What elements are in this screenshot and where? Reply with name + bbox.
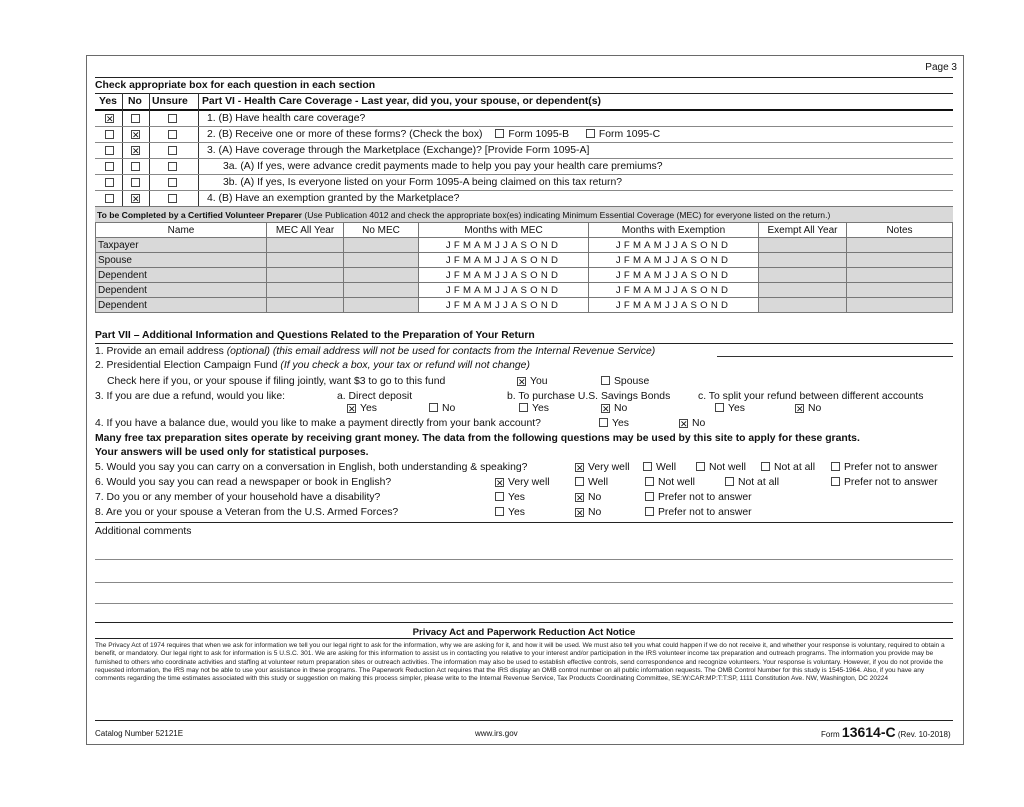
campaign-spouse-option (601, 376, 649, 388)
mec-all-year-cell[interactable] (267, 298, 344, 313)
exempt-all-year-cell[interactable] (759, 268, 847, 283)
bonds-yes-checkbox[interactable] (519, 403, 528, 412)
q8-prefer-not-label: Prefer not to answer (658, 507, 752, 518)
q5-prefer-not-checkbox[interactable] (831, 462, 840, 471)
comment-line[interactable] (95, 559, 953, 560)
col-yes-label: Yes (99, 96, 117, 107)
q3a-unsure-checkbox[interactable] (168, 162, 177, 171)
bonds-yes-option (519, 403, 549, 415)
q6-not-well-label: Not well (658, 477, 695, 488)
q5-not-at-all-checkbox[interactable] (761, 462, 770, 471)
mec-row (96, 268, 953, 283)
split-no-option (795, 403, 821, 415)
no-mec-cell[interactable] (344, 238, 419, 253)
mec-header-row (96, 223, 953, 238)
part6-q3: 3. (A) Have coverage through the Marketplace (Exchange)? [Provide Form 1095-A] (207, 145, 590, 156)
col-no-label: No (128, 96, 142, 107)
part6-q2-text: 2. (B) Receive one or more of these forms? (Check the box) (207, 129, 483, 140)
months-exemption-cell[interactable]: JFMAMJJASOND (589, 298, 759, 313)
q5-very-well-label: Very well (588, 462, 630, 473)
campaign-spouse-checkbox[interactable] (601, 376, 610, 385)
exempt-all-year-cell[interactable] (759, 253, 847, 268)
q8-no-label: No (588, 507, 602, 518)
q5-not-well-checkbox[interactable] (696, 462, 705, 471)
q6-prefer-not-label: Prefer not to answer (844, 477, 938, 488)
bonds-yes-label: Yes (532, 403, 549, 414)
part6-q1: 1. (B) Have health care coverage? (207, 113, 366, 124)
q5-not-well-option (696, 462, 746, 474)
part7-q6: 6. Would you say you can read a newspaper or book in English? (95, 477, 392, 488)
balance-yes-label: Yes (612, 418, 629, 429)
q8-no-checkbox[interactable] (575, 508, 584, 517)
mec-banner-text: (Use Publication 4012 and check the appropriate box(es) indicating Minimum Essential Coverage (MEC) for everyone listed on the return.) (304, 210, 831, 220)
part7-q3: 3. If you are due a refund, would you like: (95, 391, 286, 402)
q4-yes-checkbox[interactable] (105, 194, 114, 203)
campaign-spouse-label: Spouse (614, 376, 650, 387)
q5-not-well-label: Not well (709, 462, 746, 473)
split-yes-option (715, 403, 745, 415)
deposit-no-label: No (442, 403, 456, 414)
q2-no-checkbox[interactable] (131, 130, 140, 139)
q3a-no-checkbox[interactable] (131, 162, 140, 171)
q5-very-well-checkbox[interactable] (575, 463, 584, 472)
campaign-you-option (517, 376, 548, 388)
bonds-no-option (601, 403, 627, 415)
campaign-you-label: You (530, 376, 548, 387)
email-input-line[interactable] (717, 356, 953, 357)
q8-yes-checkbox[interactable] (495, 507, 504, 516)
exempt-all-year-cell[interactable] (759, 298, 847, 313)
instruction-heading: Check appropriate box for each question in each section (95, 80, 376, 91)
months-mec-cell[interactable]: JFMAMJJASOND (419, 268, 589, 283)
q6-not-at-all-option (725, 477, 779, 489)
q7-prefer-not-option (645, 492, 752, 504)
page-number: Page 3 (925, 62, 957, 73)
q3b-yes-checkbox[interactable] (105, 178, 114, 187)
mec-all-year-cell[interactable] (267, 238, 344, 253)
part7-q1-note: (optional) (this email address will not be used for contacts from the Internal Revenue Service) (226, 346, 656, 357)
form-1095b-label: Form 1095-B (508, 129, 569, 140)
months-exemption-cell[interactable]: JFMAMJJASOND (589, 238, 759, 253)
q7-no-label: No (588, 492, 602, 503)
balance-no-checkbox[interactable] (679, 419, 688, 428)
no-mec-cell[interactable] (344, 253, 419, 268)
mec-all-year-cell[interactable] (267, 283, 344, 298)
q6-not-at-all-checkbox[interactable] (725, 477, 734, 486)
q5-well-label: Well (656, 462, 677, 473)
exempt-all-year-cell[interactable] (759, 238, 847, 253)
split-yes-checkbox[interactable] (715, 403, 724, 412)
deposit-yes-option (347, 403, 377, 415)
q7-yes-label: Yes (508, 492, 525, 503)
q6-very-well-label: Very well (508, 477, 550, 488)
q6-well-checkbox[interactable] (575, 477, 584, 486)
bonds-no-checkbox[interactable] (601, 404, 610, 413)
no-mec-cell[interactable] (344, 268, 419, 283)
part7-q2-text: 2. Presidential Election Campaign Fund (95, 360, 278, 371)
deposit-yes-checkbox[interactable] (347, 404, 356, 413)
q3b-no-checkbox[interactable] (131, 178, 140, 187)
q5-not-at-all-option (761, 462, 815, 474)
months-mec-cell[interactable]: JFMAMJJASOND (419, 298, 589, 313)
months-mec-cell[interactable]: JFMAMJJASOND (419, 253, 589, 268)
q8-yes-label: Yes (508, 507, 525, 518)
mec-col-exempt-all-year: Exempt All Year (759, 223, 847, 238)
q3-yes-checkbox[interactable] (105, 146, 114, 155)
form-1095b-checkbox[interactable] (495, 129, 504, 138)
q7-prefer-not-label: Prefer not to answer (658, 492, 752, 503)
q6-prefer-not-option (831, 477, 938, 489)
q8-no-option (575, 507, 601, 519)
q1-unsure-checkbox[interactable] (168, 114, 177, 123)
mec-row-name: Taxpayer (96, 238, 267, 253)
bonds-no-label: No (614, 403, 628, 414)
q5-not-at-all-label: Not at all (774, 462, 816, 473)
notes-cell[interactable] (847, 268, 953, 283)
q3a-yes-checkbox[interactable] (105, 162, 114, 171)
comment-line[interactable] (95, 582, 953, 583)
balance-yes-option (599, 418, 629, 430)
q6-not-well-option (645, 477, 695, 489)
mec-col-notes: Notes (847, 223, 953, 238)
part6-q4: 4. (B) Have an exemption granted by the Marketplace? (207, 193, 460, 204)
mec-row-name: Dependent (96, 268, 267, 283)
part7-q3b: b. To purchase U.S. Savings Bonds (507, 391, 671, 402)
mec-table (95, 222, 953, 313)
campaign-you-checkbox[interactable] (517, 377, 526, 386)
form-1095c-checkbox[interactable] (586, 129, 595, 138)
mec-row (96, 238, 953, 253)
privacy-title: Privacy Act and Paperwork Reduction Act Notice (412, 627, 636, 638)
mec-row (96, 253, 953, 268)
q6-not-at-all-label: Not at all (738, 477, 780, 488)
part7-q3a: a. Direct deposit (337, 391, 413, 402)
split-no-label: No (808, 403, 822, 414)
q8-prefer-not-option (645, 507, 752, 519)
part7-q3c: c. To split your refund between different accounts (698, 391, 924, 402)
mec-row-name: Dependent (96, 298, 267, 313)
q7-no-option (575, 492, 601, 504)
months-mec-cell[interactable]: JFMAMJJASOND (419, 238, 589, 253)
q2-unsure-checkbox[interactable] (168, 130, 177, 139)
grant-note-2: Your answers will be used only for statistical purposes. (95, 447, 369, 458)
split-no-checkbox[interactable] (795, 404, 804, 413)
mec-row (96, 298, 953, 313)
part7-q5: 5. Would you say you can carry on a conversation in English, both understanding & speaking? (95, 462, 528, 473)
part7-q2-note: (If you check a box, your tax or refund will not change) (280, 360, 530, 371)
comment-line[interactable] (95, 603, 953, 604)
q6-not-well-checkbox[interactable] (645, 477, 654, 486)
q8-prefer-not-checkbox[interactable] (645, 507, 654, 516)
months-exemption-cell[interactable]: JFMAMJJASOND (589, 253, 759, 268)
exempt-all-year-cell[interactable] (759, 283, 847, 298)
part7-q7: 7. Do you or any member of your household have a disability? (95, 492, 381, 503)
col-unsure-label: Unsure (152, 96, 188, 107)
q5-well-option (643, 462, 676, 474)
q1-no-checkbox[interactable] (131, 114, 140, 123)
q6-very-well-option (495, 477, 550, 489)
q2-yes-checkbox[interactable] (105, 130, 114, 139)
mec-col-no-mec: No MEC (344, 223, 419, 238)
part6-title: Part VI - Health Care Coverage - Last year, did you, your spouse, or dependent(s) (202, 96, 601, 107)
part6-q2 (207, 129, 660, 141)
part6-q3b: 3b. (A) If yes, Is everyone listed on your Form 1095-A being claimed on this tax return? (223, 177, 623, 188)
mec-banner-bold: To be Completed by a Certified Volunteer Preparer (97, 210, 303, 220)
mec-col-months-mec: Months with MEC (419, 223, 589, 238)
mec-col-all-year: MEC All Year (267, 223, 344, 238)
part7-q4: 4. If you have a balance due, would you like to make a payment directly from your bank account? (95, 418, 541, 429)
balance-yes-checkbox[interactable] (599, 418, 608, 427)
months-exemption-cell[interactable]: JFMAMJJASOND (589, 268, 759, 283)
balance-no-label: No (692, 418, 706, 429)
part7-title: Part VII – Additional Information and Questions Related to the Preparation of Your Return (95, 330, 535, 341)
q6-prefer-not-checkbox[interactable] (831, 477, 840, 486)
notes-cell[interactable] (847, 283, 953, 298)
deposit-no-checkbox[interactable] (429, 403, 438, 412)
q3-no-checkbox[interactable] (131, 146, 140, 155)
form-prefix: Form (821, 730, 840, 739)
mec-col-months-exemption: Months with Exemption (589, 223, 759, 238)
split-yes-label: Yes (728, 403, 745, 414)
form-number: 13614-C (841, 724, 896, 740)
q6-very-well-checkbox[interactable] (495, 478, 504, 487)
deposit-no-option (429, 403, 455, 415)
mec-row (96, 283, 953, 298)
q7-yes-checkbox[interactable] (495, 492, 504, 501)
form-1095c-label: Form 1095-C (598, 129, 661, 140)
part6-q3a: 3a. (A) If yes, were advance credit payments made to help you pay your health care premiums? (223, 161, 663, 172)
q3b-unsure-checkbox[interactable] (168, 178, 177, 187)
q5-prefer-not-label: Prefer not to answer (844, 462, 938, 473)
q5-very-well-option (575, 462, 630, 474)
privacy-text: The Privacy Act of 1974 requires that when we ask for information we tell you our legal right to ask for the information, why we are asking for it, and how it will be used. We must also tell you what could happen if we do not receive it, and whether your response is voluntary, required to obtain a benefit, or mandatory. Our legal right to ask for information is 5 U.S.C. 301. We are asking for this information to assist us in contacting you relative to your interest and/or participation in the IRS volunteer income tax preparation and outreach programs. The information you provide may be furnished to others who coordinate activities and staffing at volunteer return preparation sites or outreach activities. The information may also be used to establish effective controls, send correspondence and recognize volunteers. Your response is voluntary. However, if you do not provide the requested information, the IRS may not be able to use your assistance in these programs. The Paperwork Reduction Act requires that the IRS display an OMB control number on all public information requests. The OMB Control Number for this study is 1545-1964. Also, if you have any comments regarding the time estimates associated with this study or suggestion on making this process simpler, please write to the Internal Revenue Service, Tax Products Coordinating Committee, SE:W:CAR:MP:T:T:SP, 1111 Constitution Ave. NW, Washington, DC 20224 (95, 642, 945, 683)
form-page (86, 55, 964, 745)
q4-no-checkbox[interactable] (131, 194, 140, 203)
no-mec-cell[interactable] (344, 283, 419, 298)
q5-prefer-not-option (831, 462, 938, 474)
balance-no-option (679, 418, 705, 430)
mec-all-year-cell[interactable] (267, 268, 344, 283)
grant-note-1: Many free tax preparation sites operate by receiving grant money. The data from the following questions may be used by this site to apply for these grants. (95, 433, 860, 444)
form-revision: (Rev. 10-2018) (897, 730, 951, 739)
part7-q1 (95, 346, 655, 358)
q4-unsure-checkbox[interactable] (168, 194, 177, 203)
q8-yes-option (495, 507, 525, 519)
part7-q8: 8. Are you or your spouse a Veteran from the U.S. Armed Forces? (95, 507, 399, 518)
notes-cell[interactable] (847, 238, 953, 253)
part7-q2 (95, 360, 530, 372)
months-exemption-cell[interactable]: JFMAMJJASOND (589, 283, 759, 298)
q7-no-checkbox[interactable] (575, 493, 584, 502)
notes-cell[interactable] (847, 298, 953, 313)
q3-unsure-checkbox[interactable] (168, 146, 177, 155)
deposit-yes-label: Yes (360, 403, 377, 414)
q6-well-label: Well (588, 477, 609, 488)
form-id (821, 724, 951, 743)
q1-yes-checkbox[interactable] (105, 114, 114, 123)
notes-cell[interactable] (847, 253, 953, 268)
mec-col-name: Name (96, 223, 267, 238)
mec-banner (95, 206, 953, 222)
mec-all-year-cell[interactable] (267, 253, 344, 268)
catalog-number: Catalog Number 52121E (95, 729, 184, 738)
part7-q2-check-text: Check here if you, or your spouse if filing jointly, want $3 to go to this fund (107, 376, 446, 387)
mec-row-name: Spouse (96, 253, 267, 268)
q7-prefer-not-checkbox[interactable] (645, 492, 654, 501)
q6-well-option (575, 477, 608, 489)
q5-well-checkbox[interactable] (643, 462, 652, 471)
months-mec-cell[interactable]: JFMAMJJASOND (419, 283, 589, 298)
mec-row-name: Dependent (96, 283, 267, 298)
additional-comments-label: Additional comments (95, 526, 192, 537)
part7-q1-text: 1. Provide an email address (95, 346, 224, 357)
no-mec-cell[interactable] (344, 298, 419, 313)
irs-url[interactable]: www.irs.gov (475, 729, 518, 738)
q7-yes-option (495, 492, 525, 504)
